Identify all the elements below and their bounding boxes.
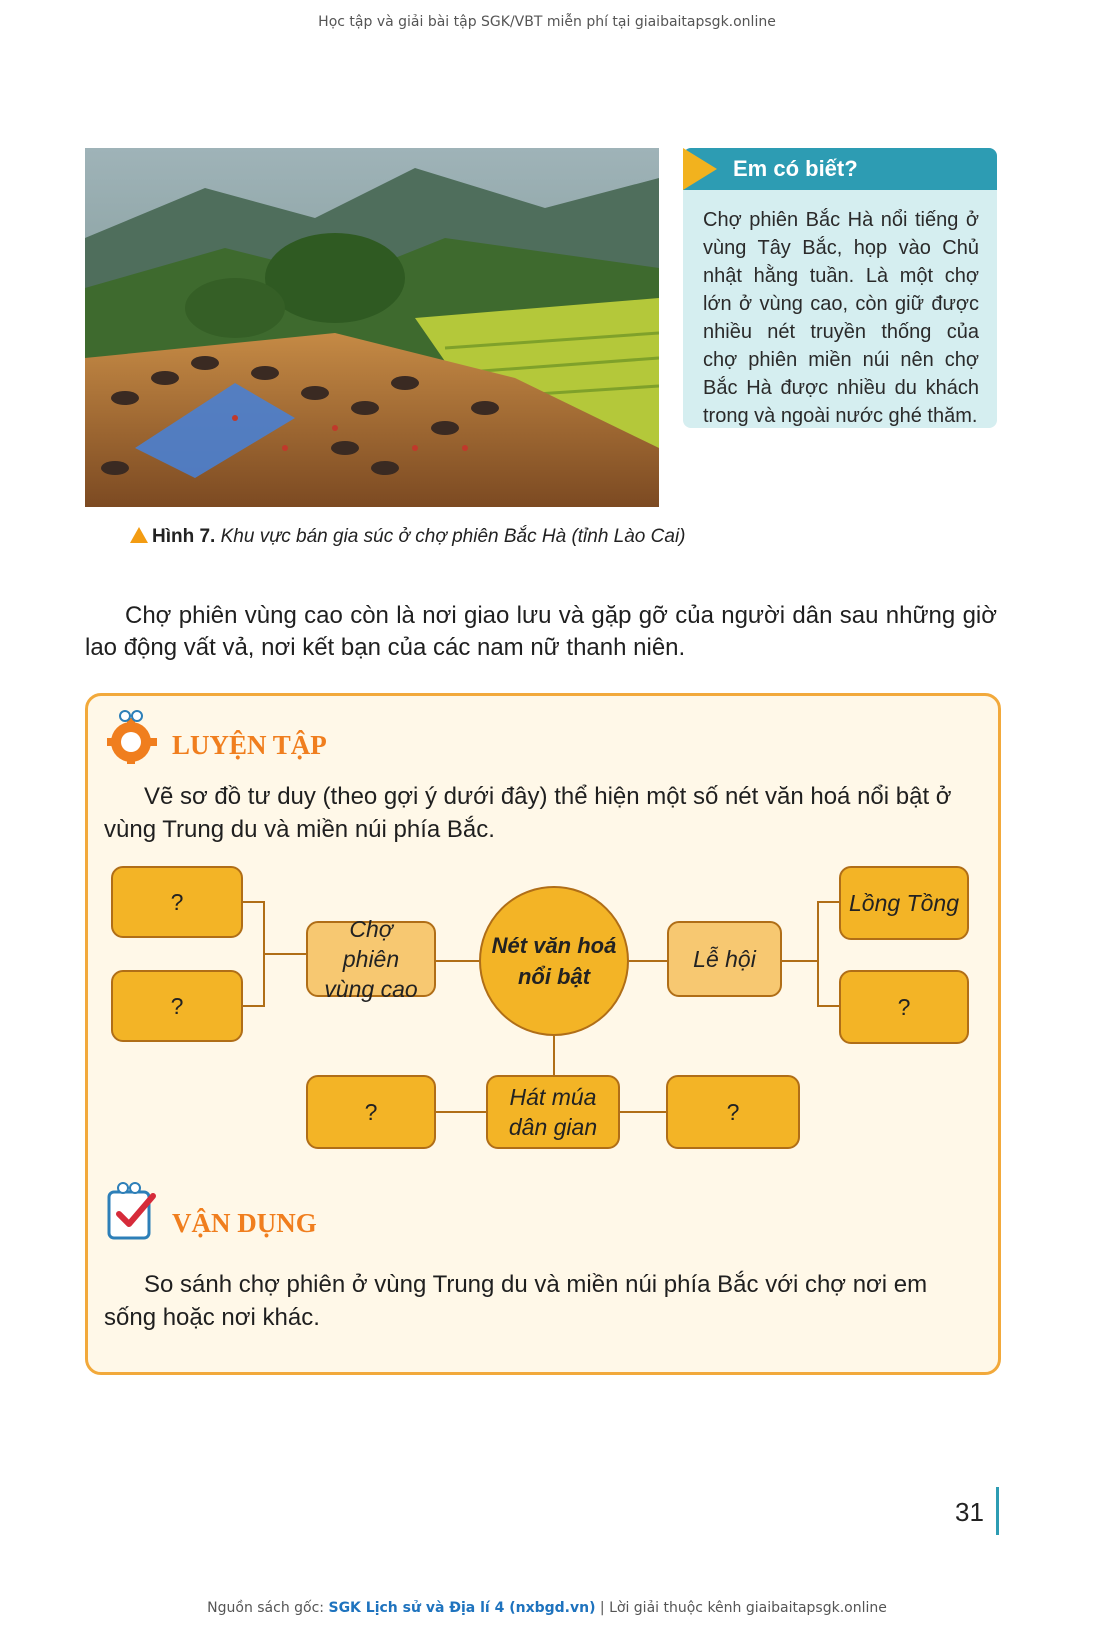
did-you-know-text: Chợ phiên Bắc Hà nổi tiếng ở vùng Tây Bắc, họp vào Chủ nhật hằng tuần. Là một chợ lớn ở vùng cao, còn giữ được nhiều nét truyền thống của chợ phiên miền núi nên chợ Bắc Hà được nhiều du khách trong và ngoài nước ghé thăm. xyxy=(703,209,979,427)
checklist-icon xyxy=(105,1180,161,1242)
footer-suffix: | Lời giải thuộc kênh giaibaitapsgk.online xyxy=(599,1600,887,1616)
node-center: Nét văn hoá nổi bật xyxy=(479,886,629,1036)
footer-prefix: Nguồn sách gốc: xyxy=(207,1600,325,1616)
node-right-mid: Lễ hội xyxy=(667,921,782,997)
apply-title: VẬN DỤNG xyxy=(172,1208,317,1238)
node-left-top: ? xyxy=(111,866,243,938)
footer-note xyxy=(0,1600,1094,1616)
header-note: Học tập và giải bài tập SGK/VBT miễn phí tại giaibaitapsgk.online xyxy=(318,14,776,30)
node-bottom-right: ? xyxy=(666,1075,800,1149)
did-you-know-title: Em có biết? xyxy=(733,156,858,181)
footer-book-link[interactable]: SGK Lịch sử và Địa lí 4 (nxbgd.vn) xyxy=(328,1600,596,1616)
apply-task: So sánh chợ phiên ở vùng Trung du và miền núi phía Bắc với chợ nơi em sống hoặc nơi khác. xyxy=(104,1271,928,1331)
practice-task: Vẽ sơ đồ tư duy (theo gợi ý dưới đây) thể hiện một số nét văn hoá nổi bật ở vùng Trung du và miền núi phía Bắc. xyxy=(104,783,952,843)
node-bottom-left: ? xyxy=(306,1075,436,1149)
body-paragraph: Chợ phiên vùng cao còn là nơi giao lưu và gặp gỡ của người dân sau những giờ lao động vất vả, nơi kết bạn của các nam nữ thanh niên. xyxy=(85,602,997,661)
page-number-bar xyxy=(996,1487,999,1535)
node-left-bottom: ? xyxy=(111,970,243,1042)
node-left-mid: Chợ phiên vùng cao xyxy=(306,921,436,997)
figure-label: Hình 7. xyxy=(152,526,216,547)
node-right-top: Lồng Tồng xyxy=(839,866,969,940)
node-right-bottom: ? xyxy=(839,970,969,1044)
practice-title: LUYỆN TẬP xyxy=(172,730,327,760)
figure-caption-text: Khu vực bán gia súc ở chợ phiên Bắc Hà (tỉnh Lào Cai) xyxy=(220,526,686,547)
page-number: 31 xyxy=(955,1497,984,1527)
node-bottom-mid: Hát múa dân gian xyxy=(486,1075,620,1149)
